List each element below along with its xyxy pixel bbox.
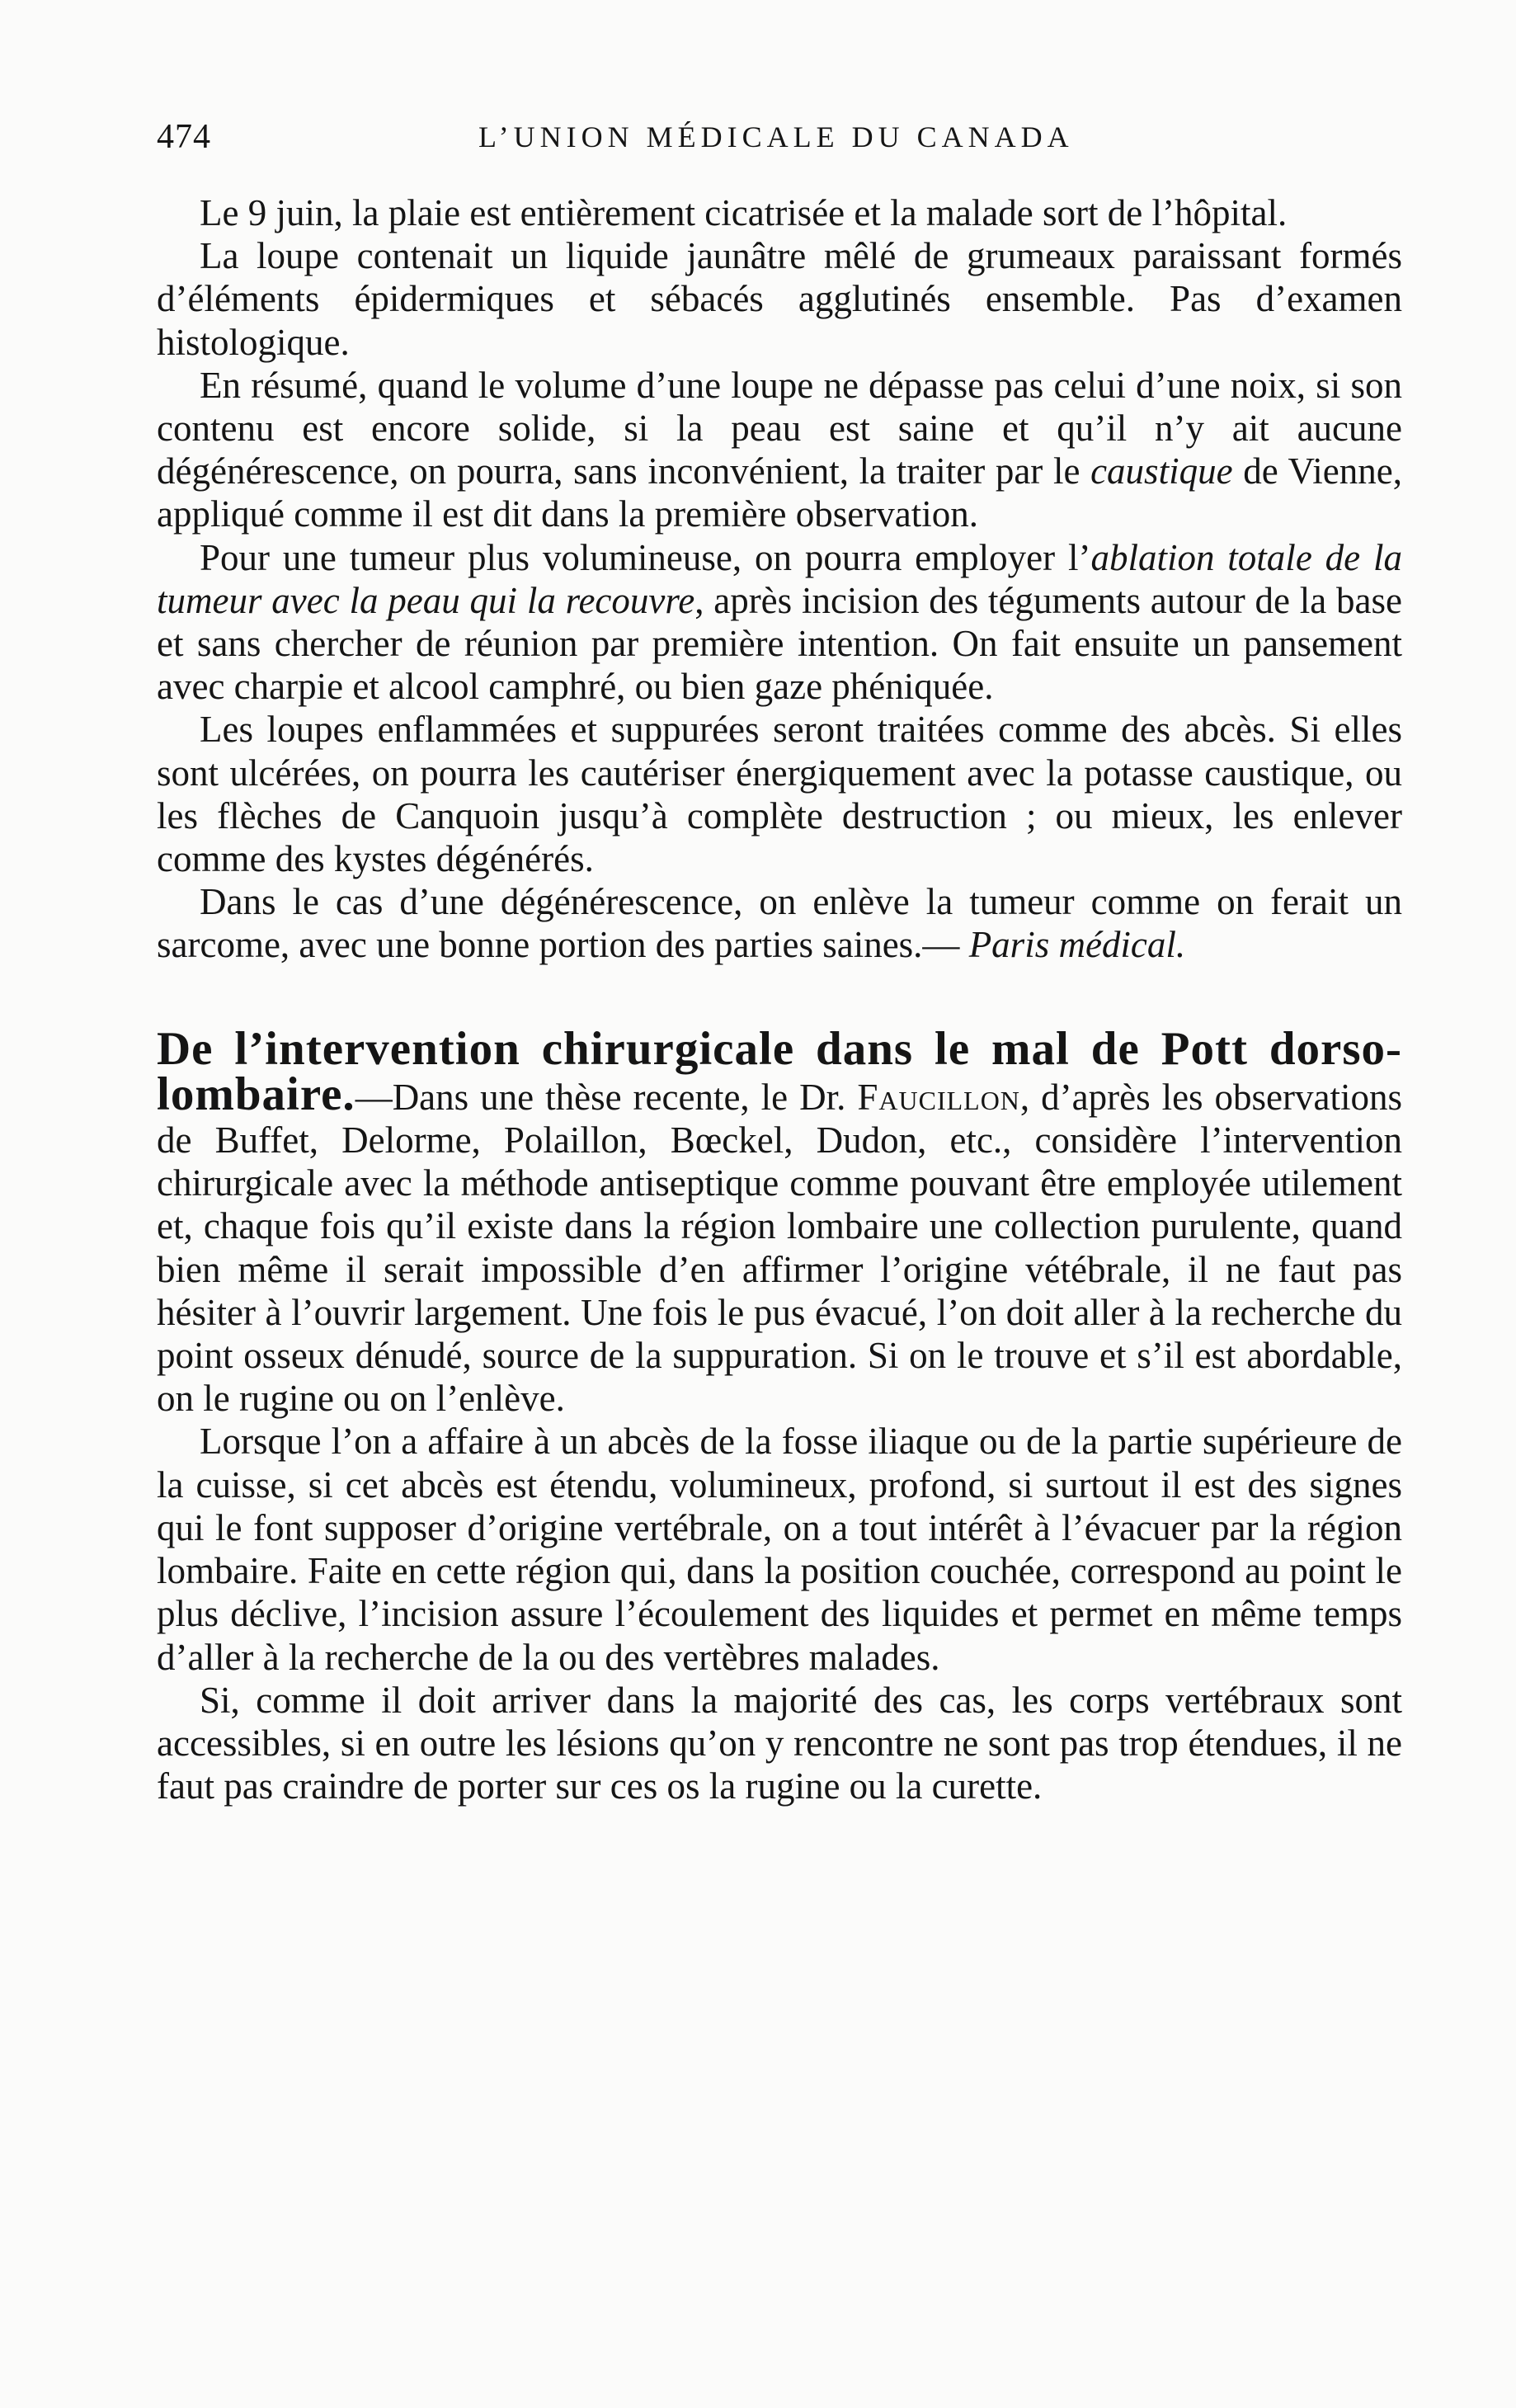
paragraph-vertebral-bodies: Si, comme il doit arriver dans la majorité des cas, les corps vertébraux sont accessibles, si en outre les lésions qu’on y rencontre ne sont pas trop étendues, il ne faut pas craindre de porter sur ces os la rugine ou la curette.: [157, 1679, 1402, 1807]
large-tumor-text-before-italic: Pour une tumeur plus volumineuse, on pourra employer l’: [200, 536, 1091, 578]
summary-text-before-italic: En résumé, quand le volume d’une loupe ne dépasse pas celui d’une noix, si son contenu est encore solide, si la peau est saine et qu’il n’y ait aucune dégénérescence, on pourra, sans inconvénient, la traiter par le: [157, 364, 1402, 492]
source-citation: Paris médical.: [968, 924, 1186, 966]
paragraph-cyst-contents: La loupe contenait un liquide jaunâtre mêlé de grumeaux paraissant formés d’éléments épidermiques et sébacés agglutinés ensemble. Pas d’examen histologique.: [157, 235, 1402, 363]
paragraph-healing: Le 9 juin, la plaie est entièrement cicatrisée et la malade sort de l’hôpital.: [200, 192, 1288, 233]
paragraph-summary: [157, 364, 1402, 536]
large-tumor-italic-procedure: ablation totale de la tumeur avec la peau qui la recouvre: [157, 536, 1402, 621]
summary-text-after-italic: de Vienne, appliqué comme il est dit dans la première observation.: [157, 450, 1402, 535]
section-lead-before-author: —Dans une thèse recente, le Dr.: [355, 1076, 858, 1118]
running-title: L’UNION MÉDICALE DU CANADA: [478, 120, 1074, 153]
summary-italic-term: caustique: [1090, 450, 1233, 492]
large-tumor-text-after-italic: , après incision des téguments autour de la base et sans chercher de réunion par première intention. On fait ensuite un pansement avec charpie et alcool camphré, ou bien gaze phéniquée.: [157, 579, 1402, 708]
section-lead-after-author: , d’après les observations de Buffet, Delorme, Polaillon, Bœckel, Dudon, etc., considère l’intervention chirurgicale avec la méthode antiseptique comme pouvant être employée utilement et, chaque fois qu’il existe dans la région lombaire une collection purulente, quand bien même il serait impossible d’en affirmer l’origine vétébrale, il ne faut pas hésiter à l’ouvrir largement. Une fois le pus évacué, l’on doit aller à la recherche du point osseux dénudé, source de la suppuration. Si on le trouve et s’il est abordable, on le rugine ou on l’enlève.: [157, 1076, 1402, 1420]
section-spacing: [157, 967, 1402, 1028]
paragraph-inflamed-cysts: Les loupes enflammées et suppurées seront traitées comme des abcès. Si elles sont ulcérées, on pourra les cautériser énergiquement avec la potasse caustique, ou les flèches de Canquoin jusqu’à complète destruction ; ou mieux, les enlever comme des kystes dégénérés.: [157, 709, 1402, 880]
paragraph-degeneration: [157, 880, 1402, 966]
section-lead-paragraph: [157, 1022, 1402, 1421]
page-number: 474: [157, 118, 211, 156]
author-name: Faucillon: [857, 1076, 1020, 1118]
paragraph-large-tumor: [157, 536, 1402, 709]
page-header: [157, 117, 1402, 167]
degeneration-text: Dans le cas d’une dégénérescence, on enlève la tumeur comme on ferait un sarcome, avec une bonne portion des parties saines.—: [157, 881, 1402, 966]
article-text: [157, 191, 1402, 1807]
section-title: De l’intervention chirurgicale dans le mal de Pott dorso-lombaire.: [157, 1022, 1402, 1120]
paragraph-iliac-abscess: Lorsque l’on a affaire à un abcès de la fosse iliaque ou de la partie supérieure de la cuisse, si cet abcès est étendu, volumineux, profond, si surtout il est des signes qui le font supposer d’origine vertébrale, on a tout intérêt à l’évacuer par la région lombaire. Faite en cette région qui, dans la position couchée, correspond au point le plus déclive, l’incision assure l’écoulement des liquides et permet en même temps d’aller à la recherche de la ou des vertèbres malades.: [157, 1421, 1402, 1678]
